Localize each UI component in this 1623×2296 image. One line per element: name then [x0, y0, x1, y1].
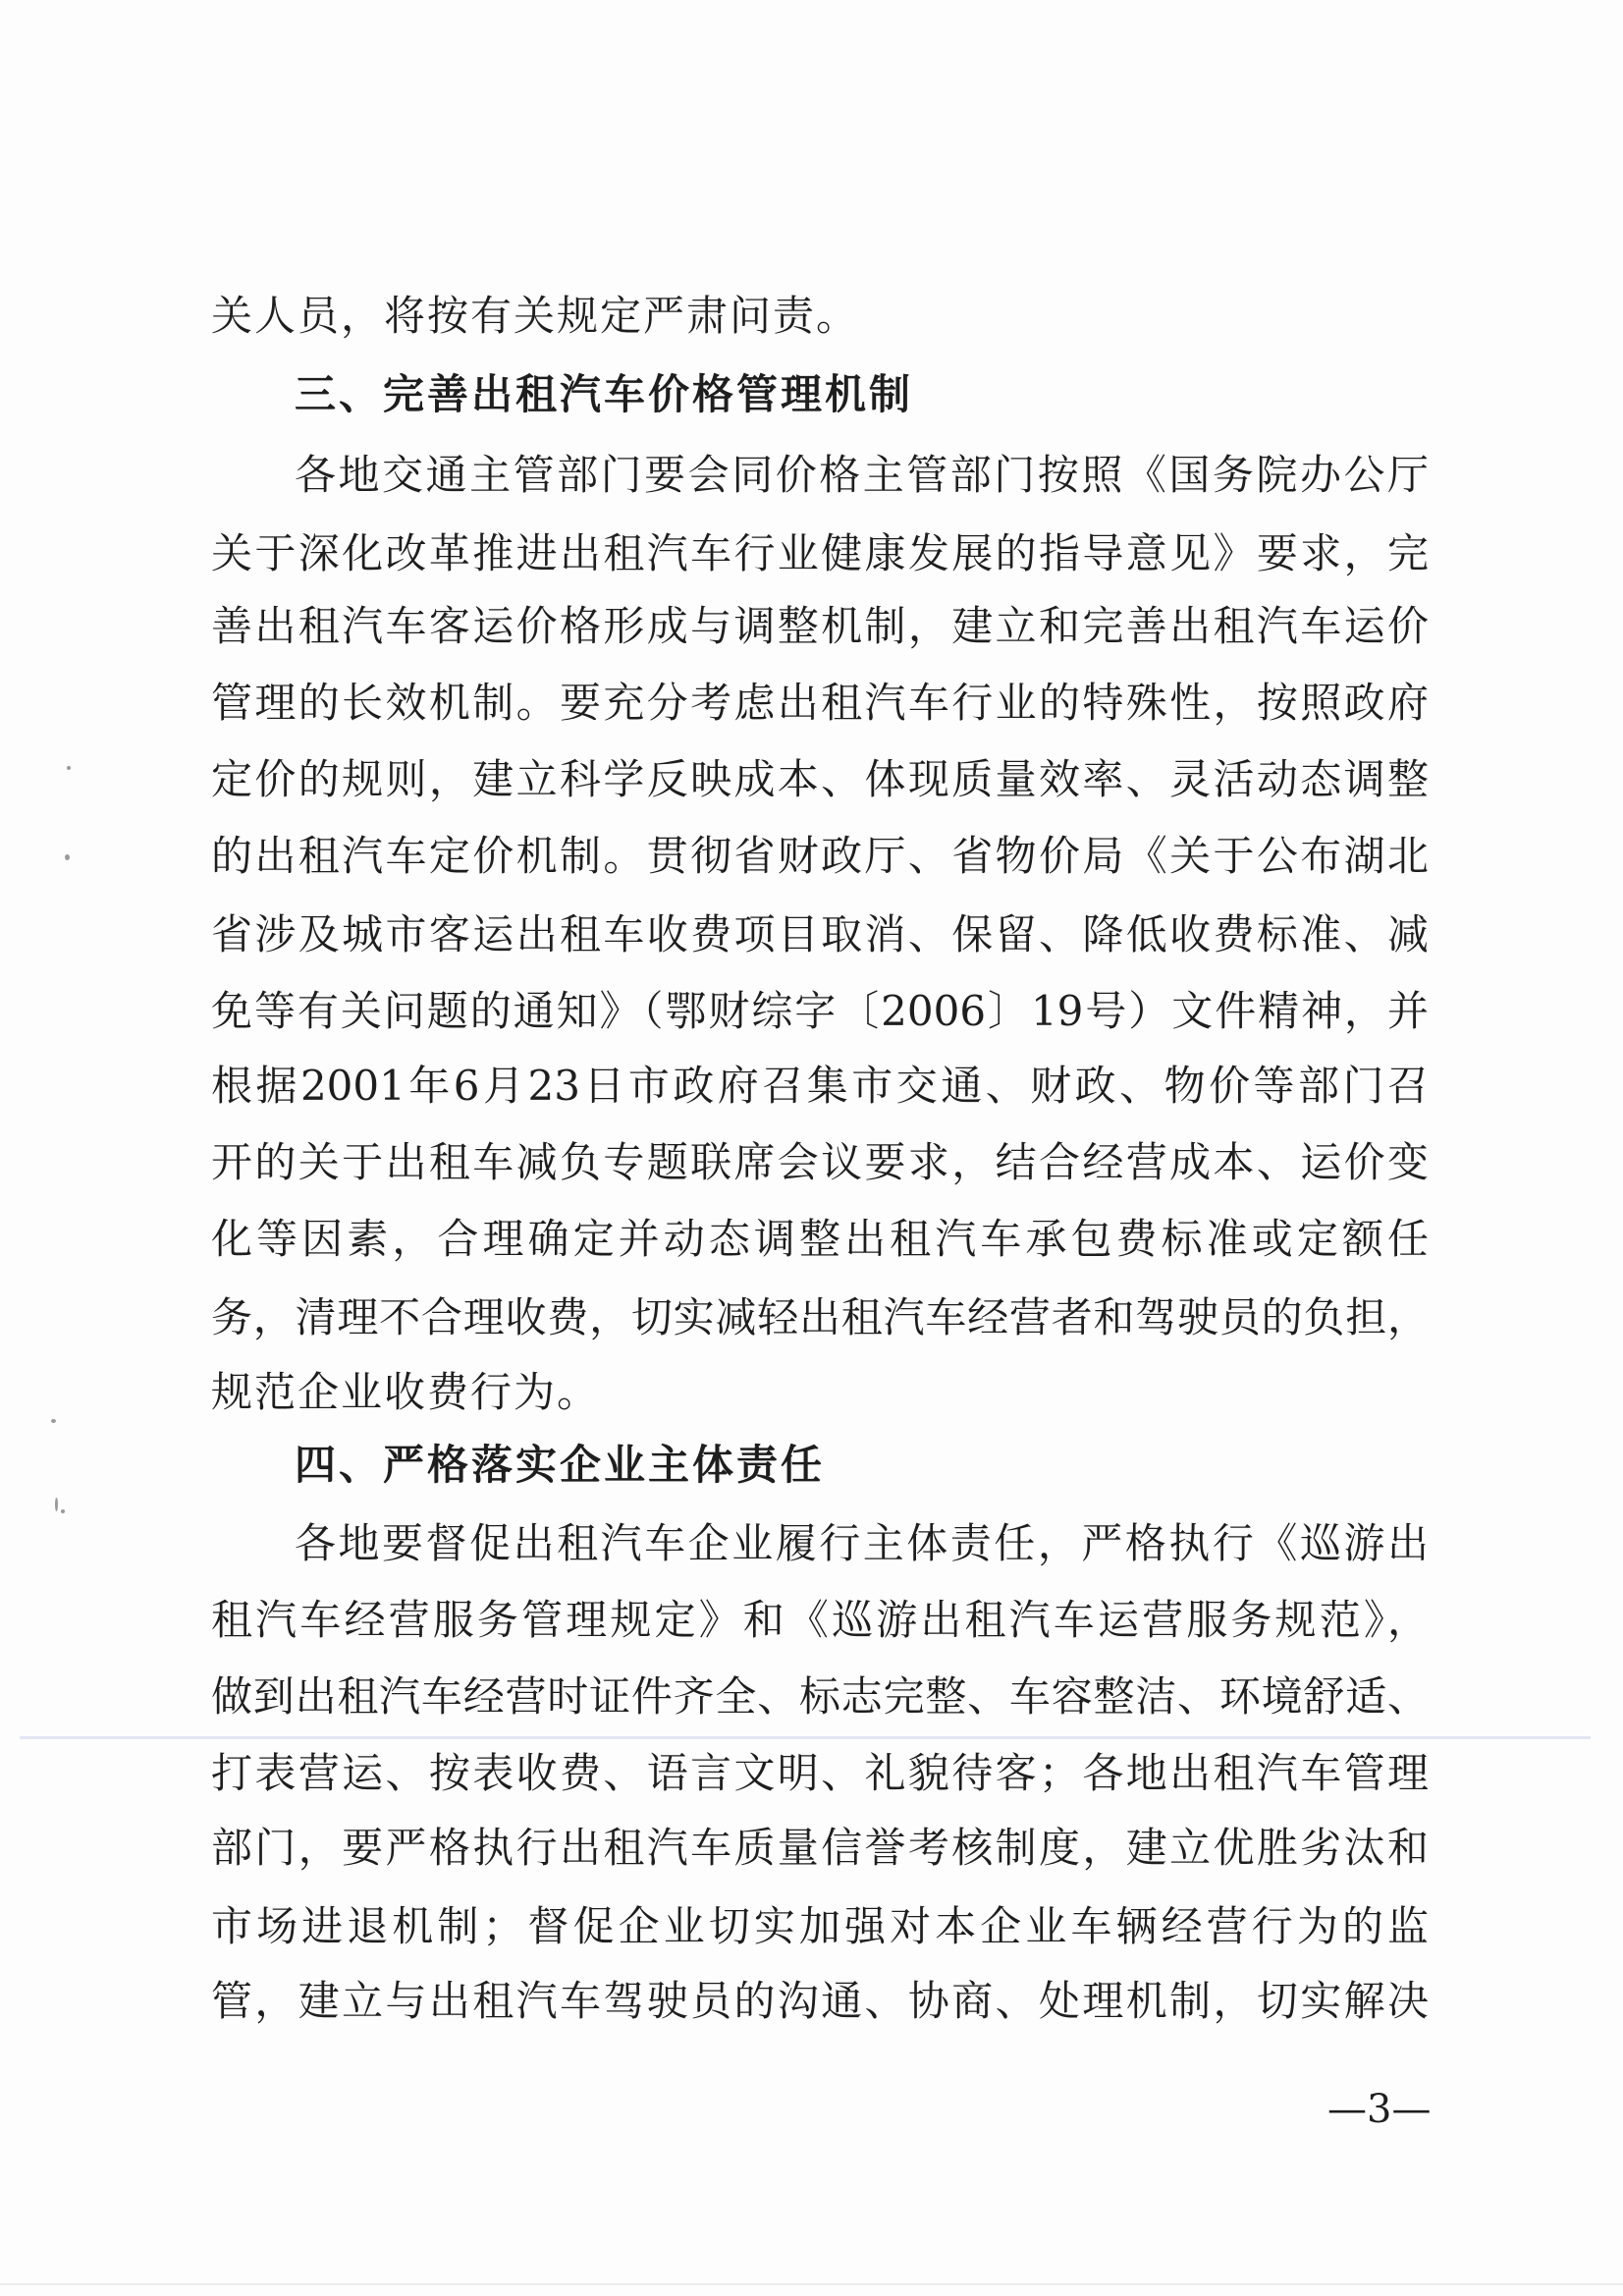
paragraph-line: 租汽车经营服务管理规定》和《巡游出租汽车运营服务规范》， — [211, 1596, 1429, 1644]
paragraph-line: 关人员，将按有关规定严肃问责。 — [211, 292, 860, 340]
paragraph-line: 务，清理不合理收费，切实减轻出租汽车经营者和驾驶员的负担， — [211, 1293, 1429, 1341]
scan-speck — [55, 1498, 58, 1511]
paragraph-line: 善出租汽车客运价格形成与调整机制，建立和完善出租汽车运价 — [211, 602, 1429, 650]
paragraph-line: 做到出租汽车经营时证件齐全、标志完整、车容整洁、环境舒适、 — [211, 1672, 1429, 1721]
paragraph-line: 打表营运、按表收费、语言文明、礼貌待客；各地出租汽车管理 — [211, 1749, 1429, 1797]
paragraph-line: 的出租汽车定价机制。贯彻省财政厅、省物价局《关于公布湖北 — [211, 832, 1429, 880]
scan-speck — [51, 1419, 56, 1423]
paragraph-line: 市场进退机制；督促企业切实加强对本企业车辆经营行为的监 — [211, 1902, 1429, 1950]
section-heading-price-mechanism: 三、完善出租汽车价格管理机制 — [295, 370, 914, 418]
paragraph-line: 免等有关问题的通知》（鄂财综字〔2006〕19号）文件精神，并 — [211, 987, 1429, 1035]
scan-speck — [67, 766, 71, 770]
paragraph-line: 开的关于出租车减负专题联席会议要求，结合经营成本、运价变 — [211, 1138, 1429, 1186]
paragraph-line: 各地交通主管部门要会同价格主管部门按照《国务院办公厅 — [295, 451, 1429, 499]
paragraph-line: 管理的长效机制。要充分考虑出租汽车行业的特殊性，按照政府 — [211, 679, 1429, 727]
paragraph-line: 化等因素，合理确定并动态调整出租汽车承包费标准或定额任 — [211, 1215, 1429, 1263]
paragraph-line: 部门，要严格执行出租汽车质量信誉考核制度，建立优胜劣汰和 — [211, 1824, 1429, 1872]
paragraph-line: 管，建立与出租汽车驾驶员的沟通、协商、处理机制，切实解决 — [211, 1977, 1429, 2025]
paragraph-line: 定价的规则，建立科学反映成本、体现质量效率、灵活动态调整 — [211, 755, 1429, 803]
page-number: —3— — [1327, 2087, 1432, 2132]
scan-artifact-line-bottom — [0, 2283, 1623, 2285]
scan-speck — [61, 1509, 65, 1513]
paragraph-line: 各地要督促出租汽车企业履行主体责任，严格执行《巡游出 — [295, 1519, 1429, 1567]
paragraph-line: 省涉及城市客运出租车收费项目取消、保留、降低收费标准、减 — [211, 910, 1429, 958]
scan-speck — [65, 854, 70, 860]
paragraph-line: 根据2001年6月23日市政府召集市交通、财政、物价等部门召 — [211, 1062, 1429, 1110]
paragraph-line: 关于深化改革推进出租汽车行业健康发展的指导意见》要求，完 — [211, 529, 1429, 577]
section-heading-enterprise-responsibility: 四、严格落实企业主体责任 — [295, 1441, 826, 1489]
paragraph-line: 规范企业收费行为。 — [211, 1368, 601, 1416]
scan-artifact-line — [20, 1736, 1591, 1739]
